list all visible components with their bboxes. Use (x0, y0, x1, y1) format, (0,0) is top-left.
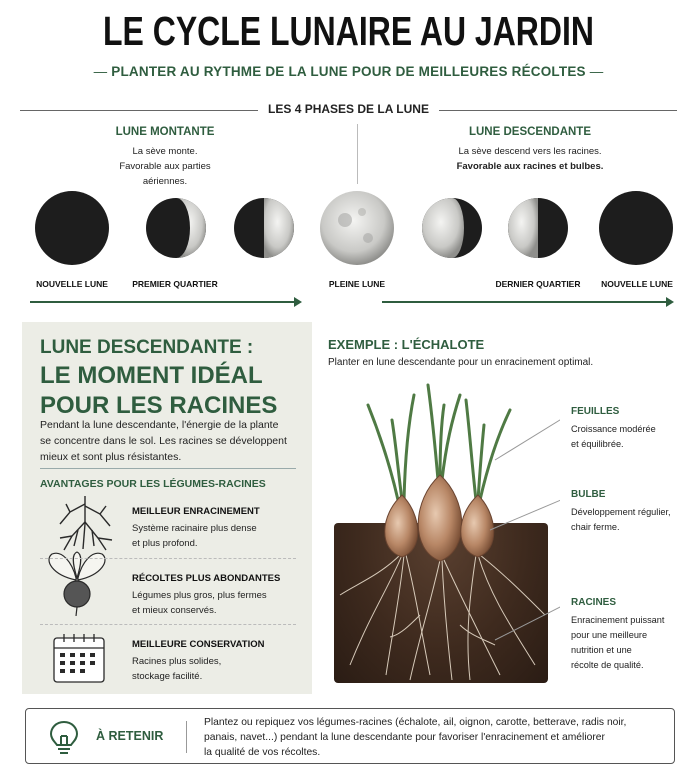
lune-montante-text: La sève monte. Favorable aux parties aériennes. (119, 146, 211, 187)
lightbulb-icon (48, 719, 80, 755)
label-premier-quartier: PREMIER QUARTIER (132, 279, 218, 289)
new-moon-icon (599, 191, 673, 265)
label-dernier-quartier: DERNIER QUARTIER (495, 279, 581, 289)
divider (40, 624, 296, 625)
advantage-enracinement: MEILLEUR ENRACINEMENT Système racinaire plus dense et plus profond. (132, 506, 260, 549)
phase-divider (357, 124, 358, 184)
lune-montante-title: LUNE MONTANTE (115, 126, 215, 138)
annotation-feuilles: FEUILLES Croissance modérée et équilibrée. (571, 406, 656, 449)
example-title: EXEMPLE : L'ÉCHALOTE (328, 337, 485, 352)
last-quarter-moon-icon (508, 198, 568, 258)
panel-title: LUNE DESCENDANTE : LE MOMENT IDÉAL POUR LES RACINES (40, 337, 278, 419)
new-moon-icon (35, 191, 109, 265)
annotation-racines: RACINES Enracinement puissant pour une meilleure nutrition et une récolte de qualité. (571, 597, 665, 670)
advantage-recoltes: RÉCOLTES PLUS ABONDANTES Légumes plus gros, plus fermes et mieux conservés. (132, 573, 281, 616)
first-quarter-moon-icon (234, 198, 294, 258)
arrow-descendante (382, 301, 672, 303)
example-text: Planter en lune descendante pour un enracinement optimal. (328, 357, 594, 368)
full-moon-icon (320, 191, 394, 265)
page-subtitle: — PLANTER AU RYTHME DE LA LUNE POUR DE MEILLEURES RÉCOLTES — (93, 64, 604, 79)
label-nouvelle-lune: NOUVELLE LUNE (36, 279, 108, 289)
divider (40, 468, 296, 469)
divider (186, 721, 187, 753)
lune-descendante-text: La sève descend vers les racines. Favorable aux racines et bulbes. (456, 146, 604, 172)
lune-descendante-panel (22, 322, 312, 694)
waning-gibbous-moon-icon (422, 198, 482, 258)
phases-heading-text: LES 4 PHASES DE LA LUNE (258, 102, 439, 116)
a-retenir-text: Plantez ou repiquez vos légumes-racines (échalote, ail, oignon, carotte, betterave, radis noir, panais, navet...) pendant la lune descendante pour favoriser l'enracinement et améliorer la qualité de vos récoltes. (204, 717, 627, 758)
divider (40, 558, 296, 559)
page-title: LE CYCLE LUNAIRE AU JARDIN (103, 8, 594, 54)
advantage-conservation: MEILLEURE CONSERVATION Racines plus solides, stockage facilité. (132, 639, 265, 682)
annotation-bulbe: BULBE Développement régulier, chair ferme. (571, 489, 671, 532)
arrow-montante (30, 301, 300, 303)
lune-montante-block (80, 126, 250, 189)
roots-icon (50, 494, 120, 554)
beet-icon (42, 550, 112, 616)
label-nouvelle-lune-2: NOUVELLE LUNE (601, 279, 673, 289)
phases-heading (20, 100, 677, 120)
lune-descendante-block (440, 126, 620, 174)
calendar-icon (50, 630, 112, 686)
shallot-illustration (320, 375, 560, 695)
moon-phases (0, 190, 697, 270)
subtitle-text: PLANTER AU RYTHME DE LA LUNE POUR DE MEILLEURES RÉCOLTES (111, 64, 586, 79)
waxing-crescent-moon-icon (146, 198, 206, 258)
a-retenir-box (25, 708, 675, 764)
lune-descendante-title: LUNE DESCENDANTE (468, 126, 592, 138)
advantages-heading: AVANTAGES POUR LES LÉGUMES-RACINES (40, 478, 266, 490)
label-pleine-lune: PLEINE LUNE (328, 279, 386, 289)
a-retenir-label: À RETENIR (96, 729, 164, 743)
panel-intro: Pendant la lune descendante, l'énergie de la plante se concentre dans le sol. Les racines se développent mieux et sont plus résistantes. (40, 419, 287, 463)
